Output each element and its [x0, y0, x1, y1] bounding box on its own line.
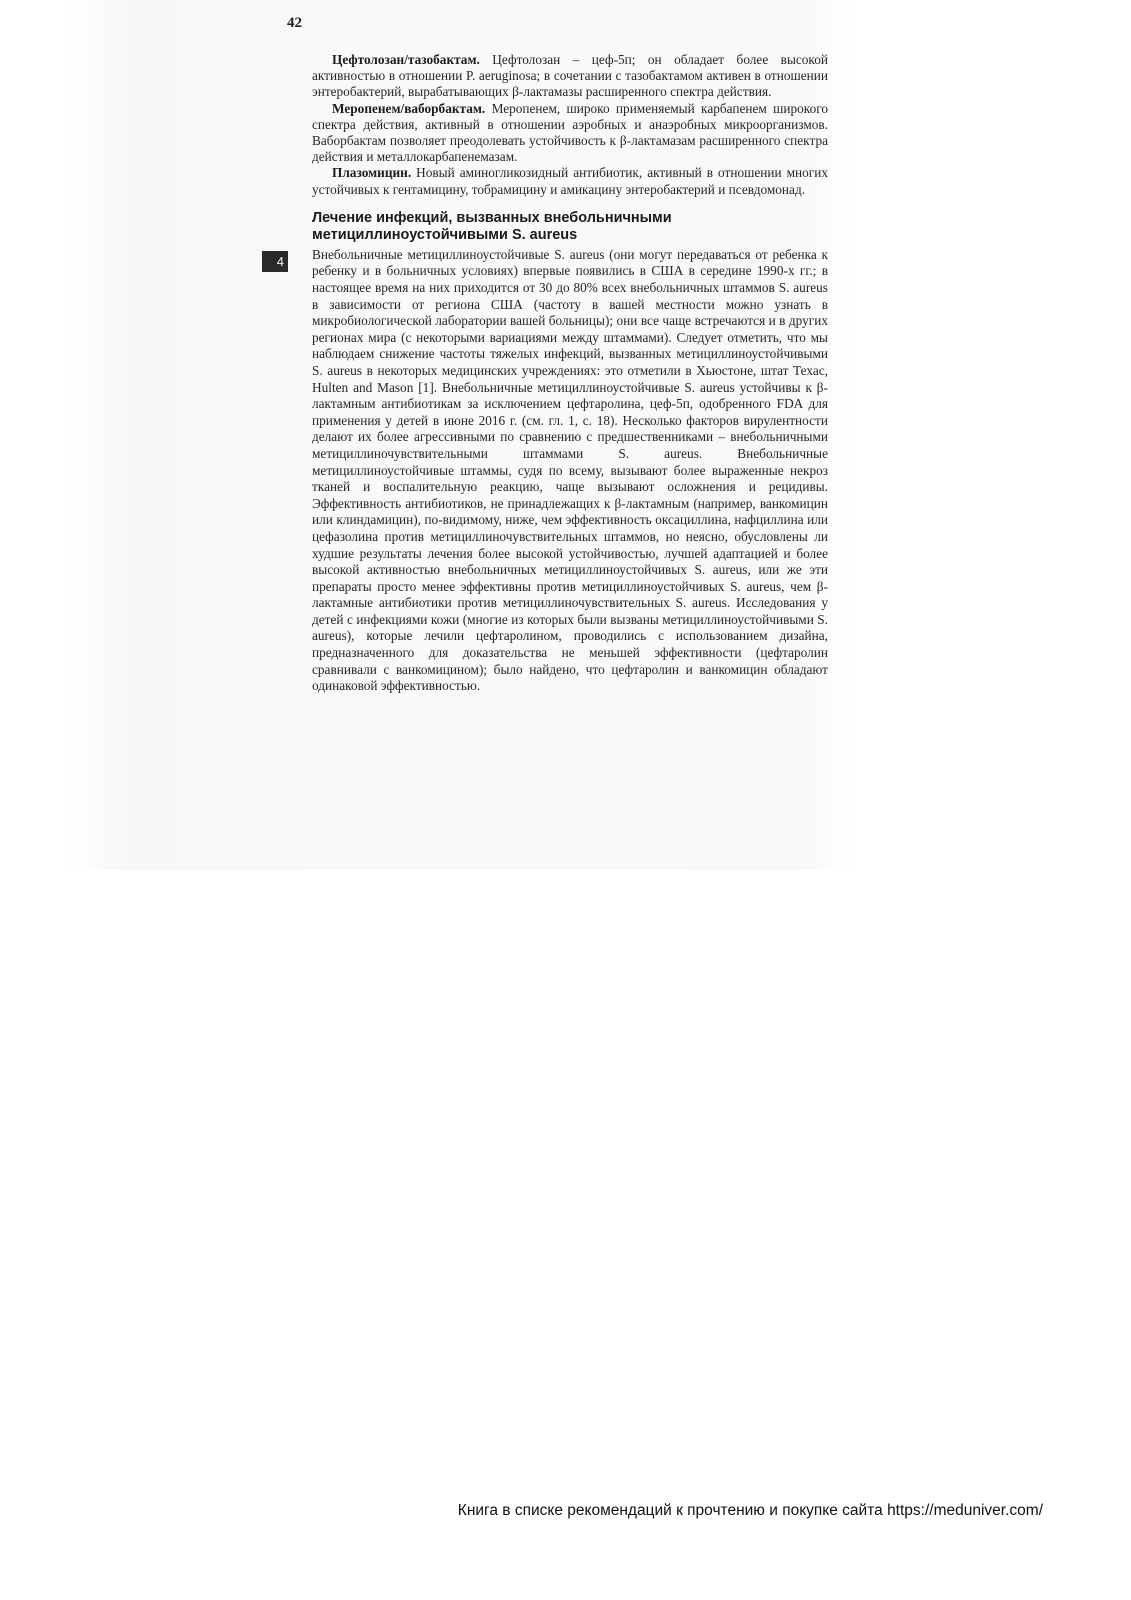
paragraph-plazomicin — [312, 165, 828, 197]
page-content — [312, 52, 828, 695]
term-plazomicin: Плазомицин. — [332, 165, 412, 181]
section-heading: Лечение инфекций, вызванных внебольничными метициллиноустойчивыми S. aureus — [312, 209, 672, 243]
paragraph-text: Меропенем, широко применяемый карбапенем широкого спектра действия, активный в отношении аэробных и анаэробных микроорганизмов. Ваборбактам позволяет преодолевать устойчивость к β-лактамазам расширенного спектра действия и металлокарбапенемазам. — [312, 100, 828, 165]
chapter-marker: 4 — [262, 251, 288, 272]
paragraph-ceftolozane — [312, 52, 828, 101]
section-body: Внебольничные метициллиноустойчивые S. aureus (они могут передаваться от ребенка к ребенку и в больничных условиях) впервые появились в США в середине 1990-х гг.; в настоящее время на них приходится от 30 до 80% всех внебольничных штаммов S. aureus в зависимости от региона США (частоту в вашей местности можно узнать в микробиологической лаборатории вашей больницы); они все чаще встречаются и в других регионах мира (с некоторыми вариациями между штаммами). Следует отметить, что мы наблюдаем снижение частоты тяжелых инфекций, вызванных метициллиноустойчивыми S. aureus в некоторых медицинских учреждениях: это отметили в Хьюстоне, штат Техас, Hulten and Mason [1]. Внебольничные метициллиноустойчивые S. aureus устойчивы к β-лактамным антибиотикам за исключением цефтаролина, цеф-5п, одобренного FDA для применения у детей в июне 2016 г. (см. гл. 1, с. 18). Несколько факторов вирулентности делают их более агрессивными по сравнению с предшественниками – внебольничными метициллиночувствительными штаммами S. aureus. Внебольничные метициллиноустойчивые штаммы, судя по всему, вызывают более выраженные некроз тканей и воспалительную реакцию, чаще вызывают осложнения и рецидивы. Эффективность антибиотиков, не принадлежащих к β-лактамным (например, ванкомицин или клиндамицин), по-видимому, ниже, чем эффективность оксациллина, нафциллина или цефазолина против метициллиночувствительных штаммов, но неясно, обусловлены ли худшие результаты лечения более высокой устойчивостью, лучшей адаптацией и более высокой активностью внебольничных метициллиноустойчивых S. aureus, или же эти препараты просто менее эффективны против метициллиноустойчивых S. aureus, чем β-лактамные антибиотики против метициллиночувствительных S. aureus. Исследования у детей с инфекциями кожи (многие из которых были вызваны метициллиноустойчивыми S. aureus), которые лечили цефтаролином, проводились с использованием дизайна, предназначенного для доказательства не меньшей эффективности (цефтаролин сравнивали с ванкомицином); было найдено, что цефтаролин и ванкомицин обладают одинаковой эффективностью. — [312, 246, 828, 694]
paragraph-text: Цефтолозан – цеф-5п; он обладает более высокой активностью в отношении P. aeruginosa; в сочетании с тазобактамом активен в отношении энтеробактерий, вырабатывающих β-лактамазы расширенного спектра действия. — [312, 52, 828, 100]
paragraph-meropenem — [312, 101, 828, 166]
page-number: 42 — [287, 15, 302, 31]
term-ceftolozane: Цефтолозан/тазобактам. — [332, 52, 480, 67]
footer-note: Книга в списке рекомендаций к прочтению и покупке сайта https://meduniver.com/ — [457, 1502, 1043, 1519]
term-meropenem: Меропенем/ваборбактам. — [332, 100, 486, 116]
paragraph-text: Новый аминогликозидный антибиотик, активный в отношении многих устойчивых к гентамицину, тобрамицину и амикацину энтеробактерий и псевдомонад. — [312, 165, 828, 197]
